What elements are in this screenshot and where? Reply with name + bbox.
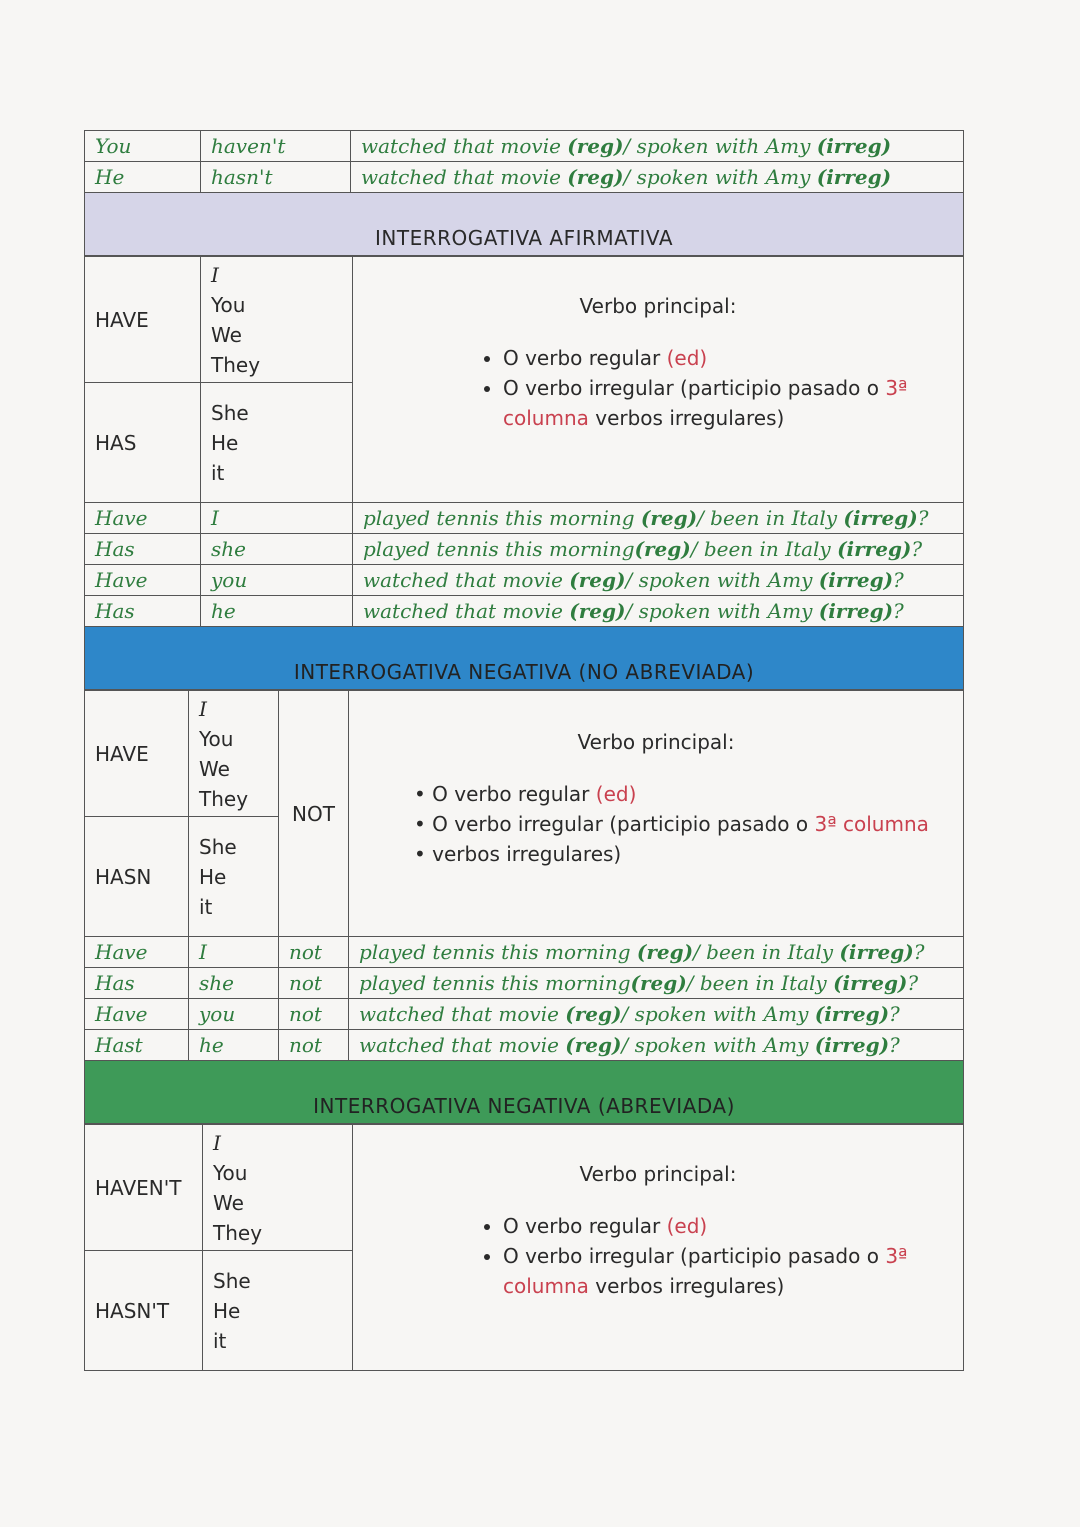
have-label: HAVE: [85, 257, 201, 383]
verbo-principal-title: Verbo principal:: [579, 1162, 737, 1186]
table-row: Have I not played tennis this morning (reg)/ been in Italy (irreg)?: [85, 937, 964, 968]
grammar-sheet: [84, 130, 964, 1371]
pronoun-list: I You We They: [201, 257, 353, 383]
has-label: HAS: [85, 383, 201, 503]
hasn-label: HASN: [85, 817, 189, 937]
table-row: Has she not played tennis this morning(reg)/ been in Italy (irreg)?: [85, 968, 964, 999]
aux-cell: hasn't: [201, 162, 351, 193]
interrogativa-afirmativa-table: [84, 256, 964, 690]
section-title: INTERROGATIVA NEGATIVA (ABREVIADA): [85, 1061, 964, 1124]
list-item: • O verbo irregular (participio pasado o 3ª columna: [414, 809, 953, 839]
list-item: • verbos irregulares): [414, 839, 953, 869]
verbo-principal-title: Verbo principal:: [577, 730, 735, 754]
list-item: • O verbo regular (ed): [503, 1211, 953, 1241]
verb-bullets: [359, 779, 953, 869]
verbo-principal-cell: [353, 257, 964, 503]
table-row: [85, 131, 964, 162]
list-item: • O verbo regular (ed): [414, 779, 953, 809]
pronoun-list: She He it: [203, 1251, 353, 1371]
top-table: [84, 130, 964, 256]
pronoun-list: I You We They: [203, 1125, 353, 1251]
list-item: • O verbo irregular (participio pasado o 3ª columna verbos irregulares): [503, 1241, 953, 1301]
pronoun-list: She He it: [189, 817, 279, 937]
not-label: NOT: [279, 691, 349, 937]
list-item: • O verbo irregular (participio pasado o 3ª columna verbos irregulares): [503, 373, 953, 433]
aux-cell: haven't: [201, 131, 351, 162]
havent-label: HAVEN'T: [85, 1125, 203, 1251]
list-item: • O verbo regular (ed): [503, 343, 953, 373]
verbo-principal-title: Verbo principal:: [579, 294, 737, 318]
verbo-principal-cell: [349, 691, 964, 937]
interrogativa-negativa-abreviada-table: [84, 1124, 964, 1371]
verbo-principal-cell: [353, 1125, 964, 1371]
table-row: Has he watched that movie (reg)/ spoken with Amy (irreg)?: [85, 596, 964, 627]
verb-cell: watched that movie (reg)/ spoken with Amy (irreg): [351, 131, 964, 162]
verb-cell: watched that movie (reg)/ spoken with Amy (irreg): [351, 162, 964, 193]
table-row: Have you watched that movie (reg)/ spoken with Amy (irreg)?: [85, 565, 964, 596]
table-row: Have you not watched that movie (reg)/ spoken with Amy (irreg)?: [85, 999, 964, 1030]
subject-cell: You: [85, 131, 201, 162]
have-label: HAVE: [85, 691, 189, 817]
section-title: INTERROGATIVA NEGATIVA (NO ABREVIADA): [85, 627, 964, 690]
hasnt-label: HASN'T: [85, 1251, 203, 1371]
table-row: Hast he not watched that movie (reg)/ spoken with Amy (irreg)?: [85, 1030, 964, 1061]
table-row: Has she played tennis this morning(reg)/ been in Italy (irreg)?: [85, 534, 964, 565]
pronoun-list: I You We They: [189, 691, 279, 817]
verb-bullets: [363, 1211, 953, 1301]
table-row: Have I played tennis this morning (reg)/ been in Italy (irreg)?: [85, 503, 964, 534]
pronoun-list: She He it: [201, 383, 353, 503]
section-title: INTERROGATIVA AFIRMATIVA: [85, 193, 964, 256]
interrogativa-negativa-table: [84, 690, 964, 1124]
table-row: [85, 162, 964, 193]
verb-bullets: [363, 343, 953, 433]
subject-cell: He: [85, 162, 201, 193]
